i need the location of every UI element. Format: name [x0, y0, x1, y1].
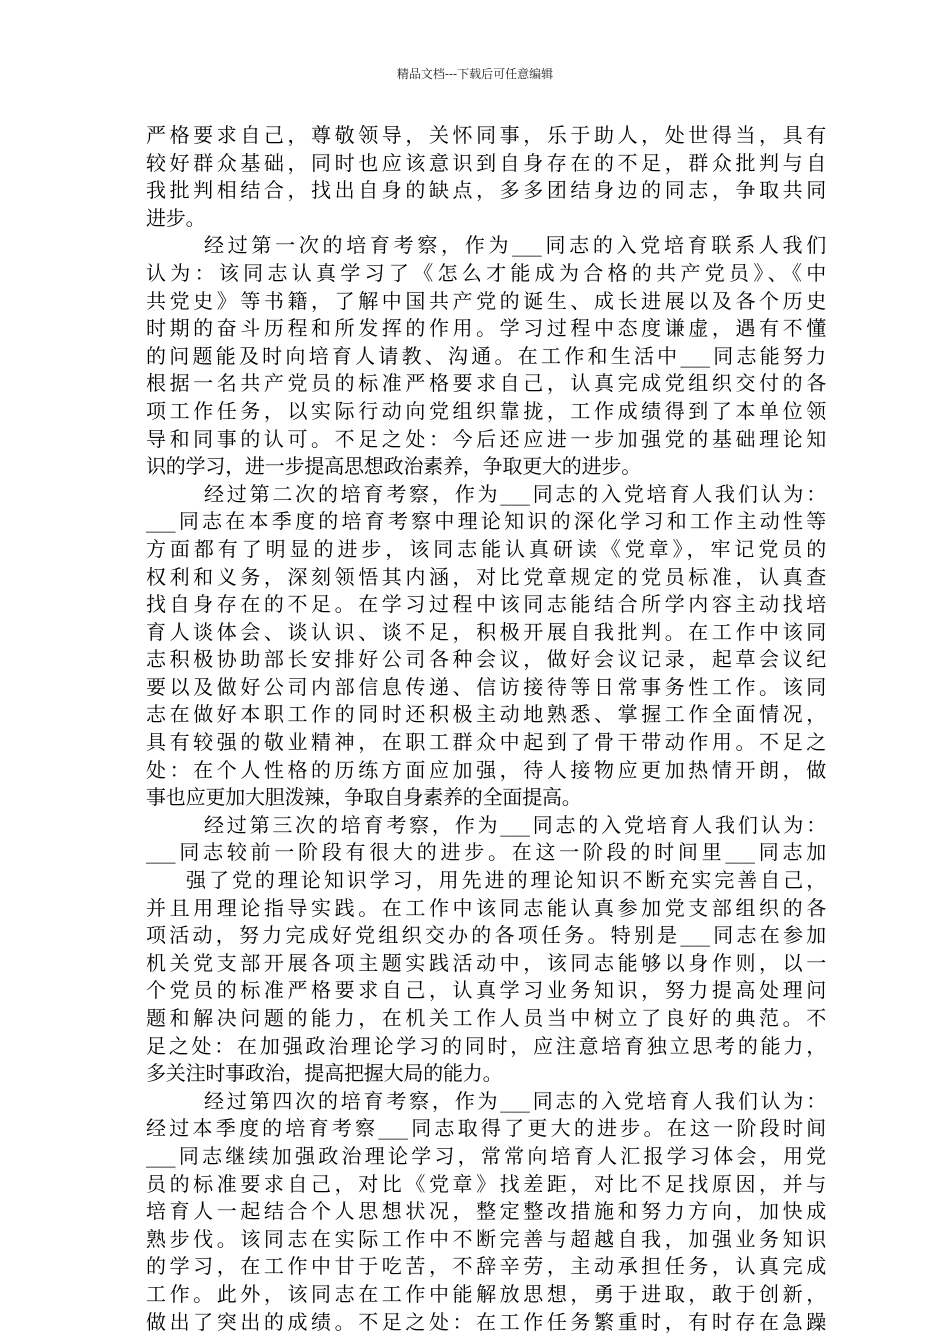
- text-line: 多关注时事政治，提高把握大局的能力。: [146, 1061, 503, 1086]
- text-line: 具有较强的敬业精神，在职工群众中起到了骨干带动作用。不足之: [146, 730, 826, 755]
- text-line: 个党员的标准严格要求自己，认真学习业务知识，努力提高处理问: [146, 978, 826, 1003]
- text-line: 机关党支部开展各项主题实践活动中，该同志能够以身作则，以一: [146, 950, 826, 975]
- paragraph-first-line: 经过第三次的培育考察，作为___同志的入党培育人我们认为：: [204, 812, 826, 837]
- text-line: 认为：该同志认真学习了《怎么才能成为合格的共产党员》、《中: [146, 260, 826, 285]
- text-line: ___同志在本季度的培育考察中理论知识的深化学习和工作主动性等: [146, 509, 826, 534]
- text-line: 并且用理论指导实践。在工作中该同志能认真参加党支部组织的各: [146, 895, 826, 920]
- paragraph-first-line: 经过第二次的培育考察，作为___同志的入党培育人我们认为：: [204, 481, 826, 506]
- text-line: 题和解决问题的能力，在机关工作人员当中树立了良好的典范。不: [146, 1006, 826, 1030]
- text-line: 熟步伐。该同志在实际工作中不断完善与超越自我，加强业务知识: [146, 1226, 826, 1251]
- text-line: 的学习，在工作中甘于吃苦，不辞辛劳，主动承担任务，认真完成: [146, 1254, 826, 1279]
- text-line: 育人谈体会、谈认识、谈不足，积极开展自我批判。在工作中该同: [146, 619, 826, 644]
- text-line: 足之处：在加强政治理论学习的同时，应注意培育独立思考的能力，: [146, 1033, 826, 1058]
- text-line: ___同志较前一阶段有很大的进步。在这一阶段的时间里___同志加: [146, 840, 826, 865]
- text-line: 事也应更加大胆泼辣，争取自身素养的全面提高。: [146, 785, 582, 810]
- text-line: 找自身存在的不足。在学习过程中该同志能结合所学内容主动找培: [146, 592, 826, 617]
- text-line: 志在做好本职工作的同时还积极主动地熟悉、掌握工作全面情况，: [146, 702, 826, 727]
- text-line: 权利和义务，深刻领悟其内涵，对比党章规定的党员标准，认真查: [146, 564, 826, 589]
- paragraph-first-line: 经过第一次的培育考察，作为___同志的入党培育联系人我们: [204, 233, 826, 258]
- text-line: 处：在个人性格的历练方面应加强，待人接物应更加热情开朗，做: [146, 757, 826, 782]
- text-line: 项活动，努力完成好党组织交办的各项任务。特别是___同志在参加: [146, 923, 826, 948]
- text-line: 导和同事的认可。不足之处：今后还应进一步加强党的基础理论知: [146, 426, 826, 451]
- text-line: 时期的奋斗历程和所发挥的作用。学习过程中态度谦虚，遇有不懂: [146, 316, 826, 341]
- text-line: 要以及做好公司内部信息传递、信访接待等日常事务性工作。该同: [146, 674, 826, 699]
- text-line: 进步。: [146, 205, 206, 230]
- text-line: 识的学习，进一步提高思想政治素养，争取更大的进步。: [146, 454, 641, 479]
- text-line: 做出了突出的成绩。不足之处：在工作任务繁重时，有时存在急躁: [146, 1309, 826, 1334]
- text-line: 较好群众基础，同时也应该意识到自身存在的不足，群众批判与自: [146, 150, 826, 175]
- text-line: 方面都有了明显的进步，该同志能认真研读《党章》，牢记党员的: [146, 536, 826, 561]
- text-line: 项工作任务，以实际行动向党组织靠拢，工作成绩得到了本单位领: [146, 398, 826, 423]
- text-line: 强了党的理论知识学习，用先进的理论知识不断充实完善自己，: [186, 868, 826, 893]
- text-line: 共党史》等书籍，了解中国共产党的诞生、成长进展以及各个历史: [146, 288, 826, 313]
- text-line: 工作。此外，该同志在工作中能解放思想，勇于进取，敢于创新，: [146, 1281, 826, 1306]
- text-line: 员的标准要求自己，对比《党章》找差距，对比不足找原因，并与: [146, 1171, 826, 1196]
- text-line: 培育人一起结合个人思想状况，整定整改措施和努力方向，加快成: [146, 1199, 826, 1224]
- text-line: 的问题能及时向培育人请教、沟通。在工作和生活中___同志能努力: [146, 343, 826, 368]
- text-line: 根据一名共产党员的标准严格要求自己，认真完成党组织交付的各: [146, 371, 826, 396]
- text-line: ___同志继续加强政治理论学习，常常向培育人汇报学习体会，用党: [146, 1143, 826, 1168]
- text-line: 经过本季度的培育考察___同志取得了更大的进步。在这一阶段时间: [146, 1116, 826, 1141]
- paragraph-first-line: 经过第四次的培育考察，作为___同志的入党培育人我们认为：: [204, 1088, 826, 1113]
- page-header: 精品文档---下载后可任意编辑: [396, 67, 554, 81]
- text-line: 志积极协助部长安排好公司各种会议，做好会议记录，起草会议纪: [146, 647, 826, 672]
- text-line: 严格要求自己，尊敬领导，关怀同事，乐于助人，处世得当，具有: [146, 123, 826, 147]
- document-body: [146, 122, 826, 1336]
- text-line: 我批判相结合，找出自身的缺点，多多团结身边的同志，争取共同: [146, 178, 826, 203]
